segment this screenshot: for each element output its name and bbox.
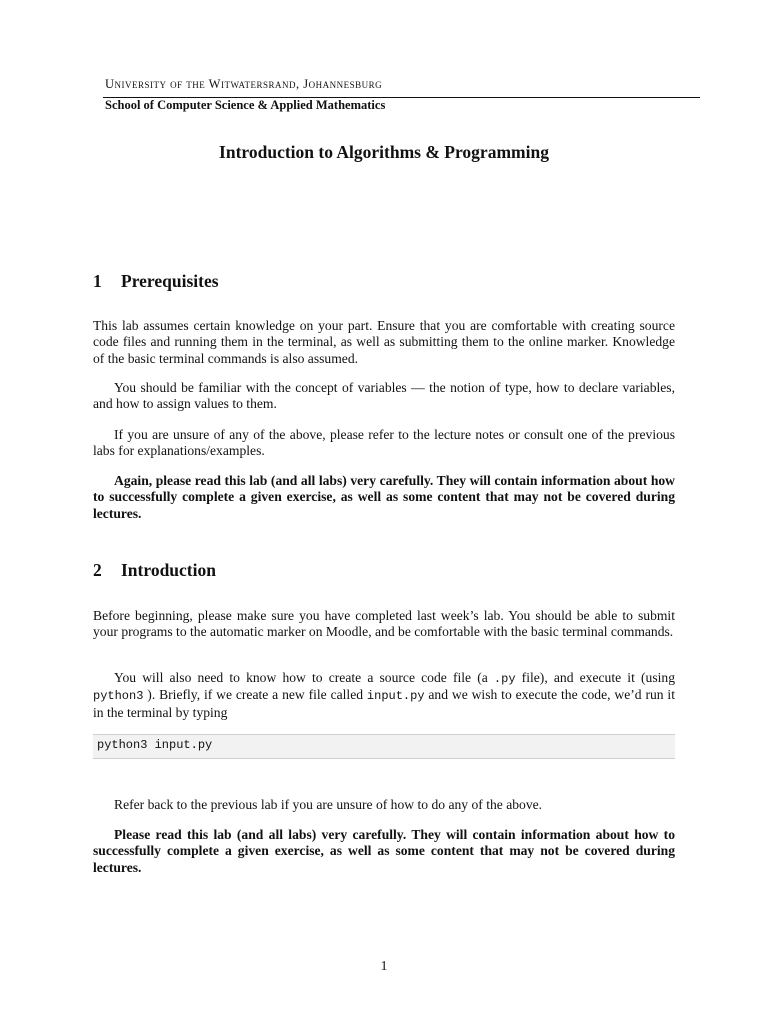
paragraph: Refer back to the previous lab if you are unsure of how to do any of the above. bbox=[114, 797, 543, 812]
section-heading-introduction bbox=[93, 560, 216, 581]
paragraph: If you are unsure of any of the above, please refer to the lecture notes or consult one of the previous labs for explanations/examples. bbox=[93, 427, 675, 459]
code-block-text: python3 input.py bbox=[97, 738, 213, 752]
warning-paragraph: Again, please read this lab (and all labs) very carefully. They will contain information about how to successfully complete a given exercise, as well as some content that may not be covered during lectures. bbox=[93, 473, 675, 521]
document-title: Introduction to Algorithms & Programming bbox=[219, 142, 549, 162]
university-name: University of the Witwatersrand, Johannesburg bbox=[105, 77, 383, 91]
paragraph: This lab assumes certain knowledge on your part. Ensure that you are comfortable with creating source code files and running them in the terminal, as well as submitting them to the online marker. Knowledge of the basic terminal commands is also assumed. bbox=[93, 318, 675, 366]
section-title: Introduction bbox=[121, 560, 216, 580]
school-name: School of Computer Science & Applied Mathematics bbox=[105, 98, 386, 112]
paragraph: You should be familiar with the concept of variables — the notion of type, how to declare variables, and how to assign values to them. bbox=[93, 380, 675, 412]
section-number: 1 bbox=[93, 271, 102, 291]
page-number: 1 bbox=[380, 958, 388, 973]
inline-code: input.py bbox=[366, 689, 425, 704]
code-block bbox=[93, 734, 675, 759]
paragraph-with-code: You will also need to know how to create a source code file (a .py file), and execute it (using python3 ). Briefly, if we create a new file called input.py and we wish to execute the code, we’d run it in the terminal by typing bbox=[93, 670, 675, 720]
section-title: Prerequisites bbox=[121, 271, 219, 291]
section-heading-prerequisites bbox=[93, 271, 219, 292]
paragraph: Before beginning, please make sure you have completed last week’s lab. You should be able to submit your programs to the automatic marker on Moodle, and be comfortable with the basic terminal commands. bbox=[93, 608, 675, 640]
section-number: 2 bbox=[93, 560, 102, 580]
inline-code: .py bbox=[493, 672, 516, 686]
warning-paragraph: Please read this lab (and all labs) very carefully. They will contain information about how to successfully complete a given exercise, as well as some content that may not be covered during lectures. bbox=[93, 827, 675, 875]
inline-code: python3 bbox=[93, 689, 144, 704]
